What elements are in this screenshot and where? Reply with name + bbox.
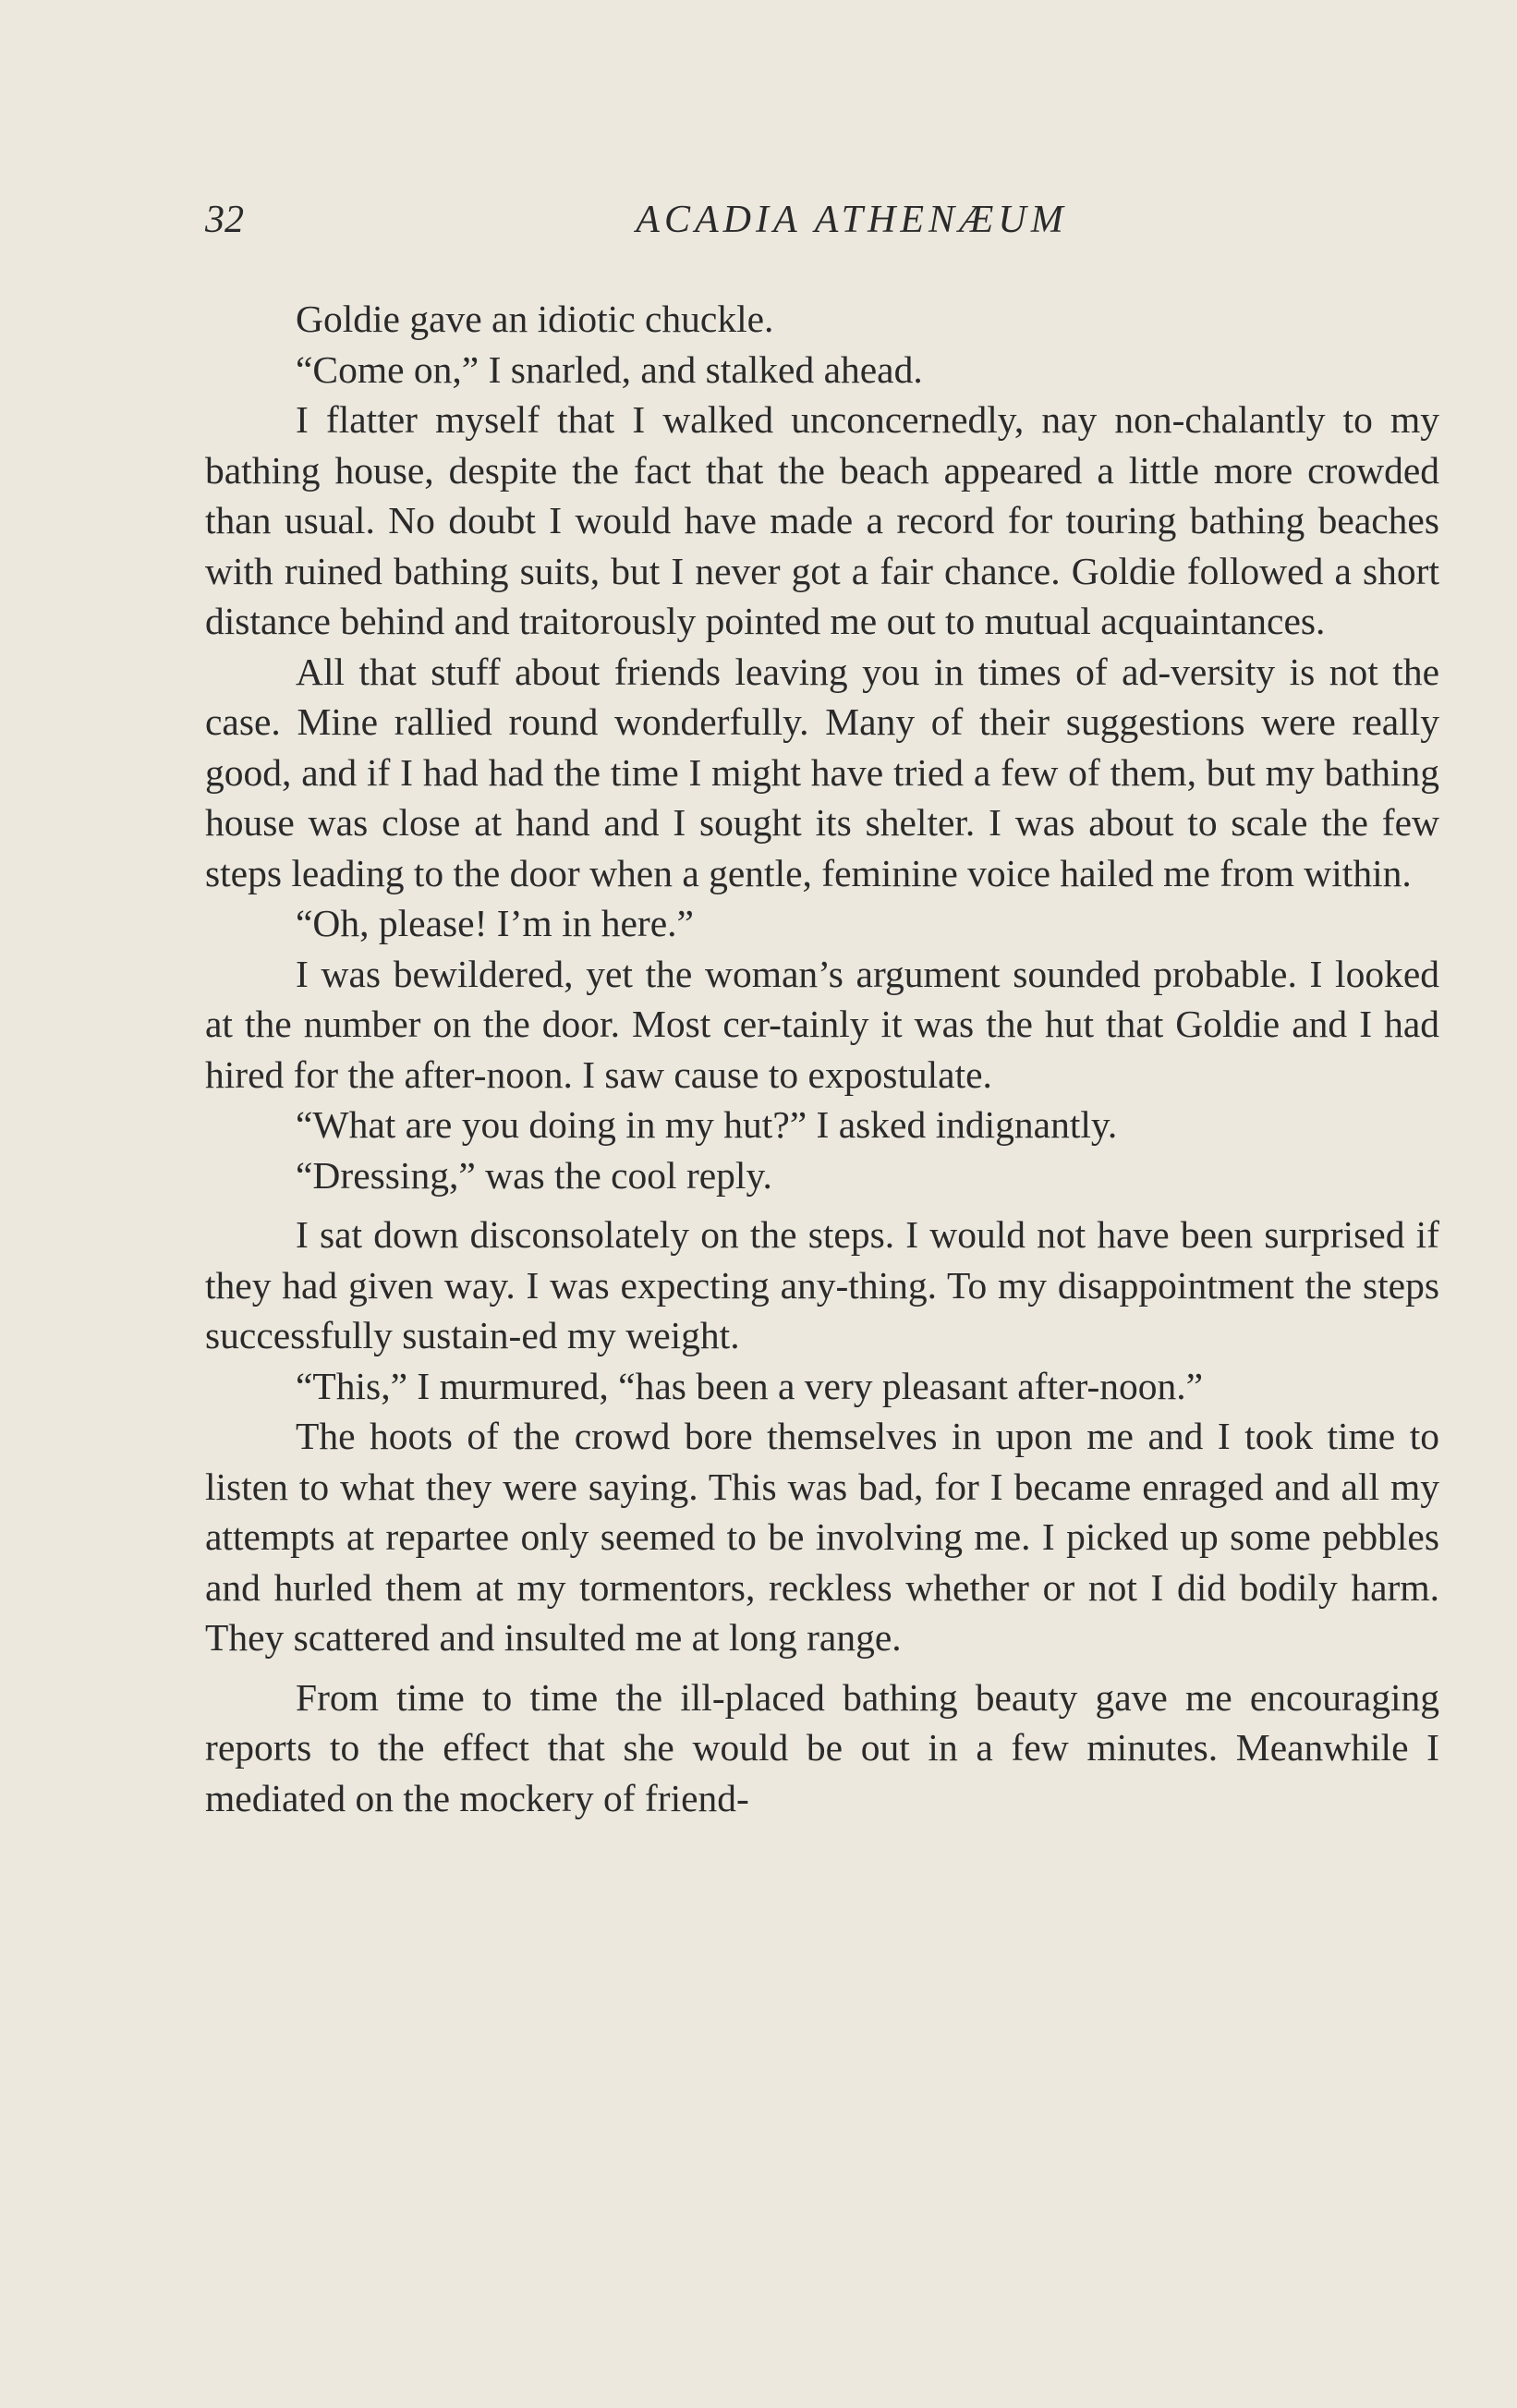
page-number: 32 (205, 199, 244, 241)
paragraph: I was bewildered, yet the woman’s argument sounded probable. I looked at the number on the door. Most cer-tainly it was the hut that Goldie and I had hired for the after-noon. I saw cause to expostulate. (205, 952, 1439, 1096)
paragraph: All that stuff about friends leaving you in times of ad-versity is not the case. Mine rallied round wonderfully. Many of their suggestions were really good, and if I had had the time I might have tried a few of them, but my bathing house was close at hand and I sought its shelter. I was about to scale the few steps leading to the door when a gentle, feminine voice hailed me from within. (205, 650, 1439, 894)
paragraph: I flatter myself that I walked unconcernedly, nay non-chalantly to my bathing house, despite the fact that the beach appeared a little more crowded than usual. No doubt I would have made a record for touring bathing beaches with ruined bathing suits, but I never got a fair chance. Goldie followed a short distance behind and traitorously pointed me out to mutual acquaintances. (205, 398, 1439, 642)
paragraph: “Oh, please! I’m in here.” (296, 902, 694, 944)
paragraph: From time to time the ill-placed bathing beauty gave me encouraging reports to the effect that she would be out in a few minutes. Meanwhile I mediated on the mockery of friend- (205, 1675, 1439, 1819)
paragraph: “What are you doing in my hut?” I asked indignantly. (296, 1103, 1118, 1146)
paragraph: “Come on,” I snarled, and stalked ahead. (296, 347, 923, 391)
paragraph: “This,” I murmured, “has been a very pleasant after-noon.” (296, 1364, 1204, 1407)
body-text (205, 294, 1439, 1823)
paragraph: I sat down disconsolately on the steps. I would not have been surprised if they had given way. I was expecting any-thing. To my disappointment the steps successfully sustain-ed my weight. (205, 1213, 1439, 1356)
paragraph: Goldie gave an idiotic chuckle. (296, 298, 774, 340)
paragraph: “Dressing,” was the cool reply. (296, 1153, 772, 1197)
running-title: ACADIA ATHENÆUM (636, 199, 1068, 241)
paragraph: The hoots of the crowd bore themselves in upon me and I took time to listen to what they were saying. This was bad, for I became enraged and all my attempts at repartee only seemed to be involving me. I picked up some pebbles and hurled them at my tormentors, reckless whether or not I did bodily harm. They scattered and insulted me at long range. (205, 1415, 1439, 1659)
running-header (205, 198, 1443, 253)
